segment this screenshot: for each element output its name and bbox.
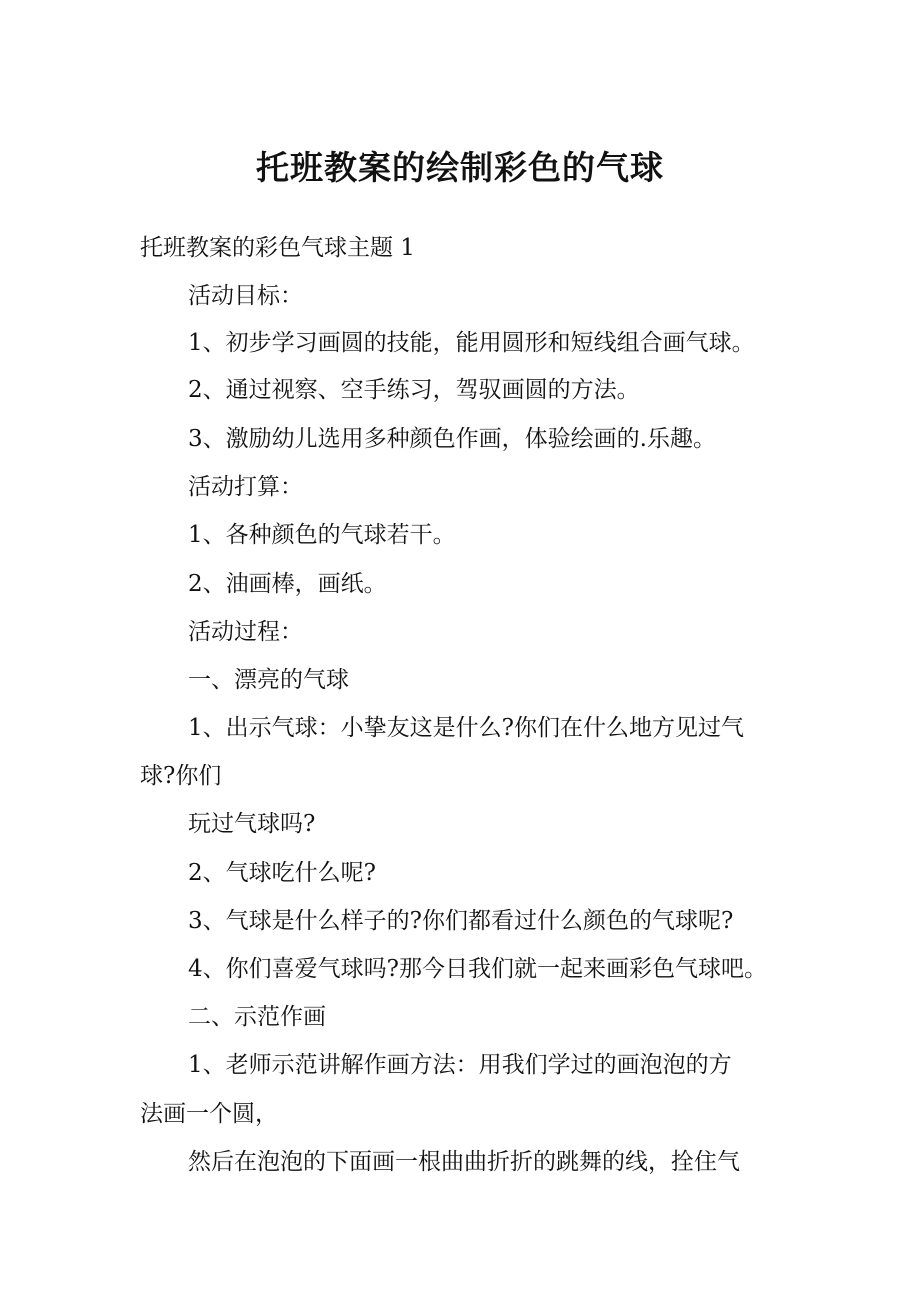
paragraph-line: 活动过程： [188,619,303,645]
paragraph-line: 然后在泡泡的下面画一根曲曲折折的跳舞的线，拴住气 [188,1149,740,1175]
paragraph-line: 2、气球吃什么呢? [188,860,376,886]
paragraph-line: 活动打算： [188,474,303,500]
document-title: 托班教案的绘制彩色的气球 [256,148,664,187]
paragraph-line: 2、油画棒，画纸。 [188,571,387,597]
paragraph-line: 4、你们喜爱气球吗?那今日我们就一起来画彩色气球吧。 [188,956,767,982]
paragraph-line: 玩过气球吗? [188,811,316,837]
paragraph-line: 3、气球是什么样子的?你们都看过什么颜色的气球呢? [188,908,734,934]
paragraph-line: 二、示范作画 [188,1004,326,1030]
paragraph-line: 法画一个圆， [140,1101,278,1127]
paragraph-line: 1、初步学习画圆的技能，能用圆形和短线组合画气球。 [188,330,755,356]
paragraph-line: 活动目标： [188,283,303,309]
paragraph-line: 1、老师示范讲解作画方法：用我们学过的画泡泡的方 [188,1052,732,1078]
paragraph-line: 2、通过视察、空手练习，驾驭画圆的方法。 [188,377,640,403]
paragraph-line: 3、激励幼儿选用多种颜色作画，体验绘画的.乐趣。 [188,426,716,452]
section-heading: 托班教案的彩色气球主题 1 [140,235,415,261]
paragraph-line: 1、各种颜色的气球若干。 [188,522,456,548]
paragraph-line: 球?你们 [140,763,222,789]
paragraph-line: 一、漂亮的气球 [188,667,349,693]
paragraph-line: 1、出示气球：小挚友这是什么?你们在什么地方见过气 [188,715,744,741]
